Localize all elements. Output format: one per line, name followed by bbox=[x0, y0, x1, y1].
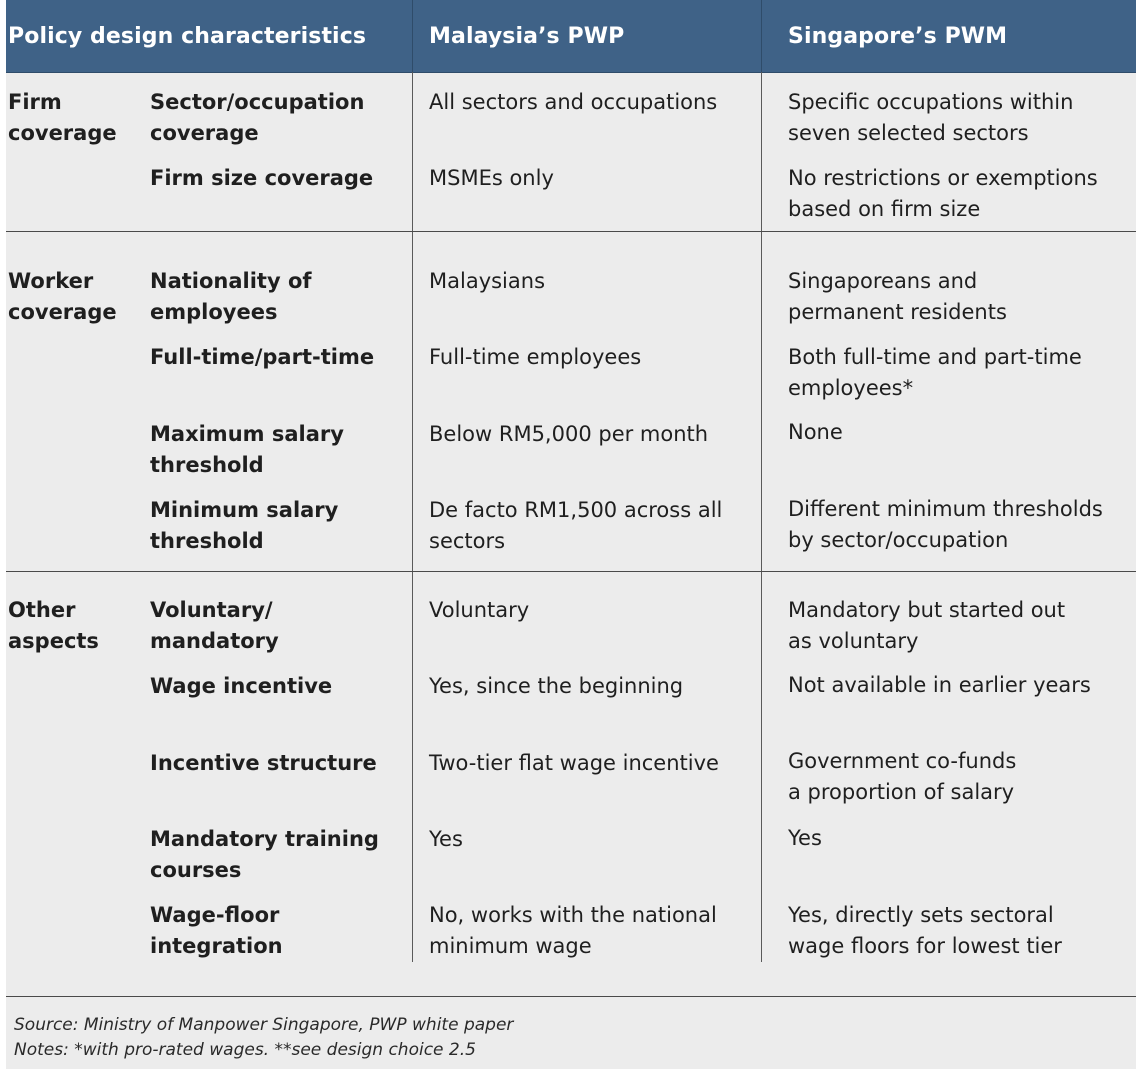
header-singapore-pwm: Singapore’s PWM bbox=[788, 23, 1008, 49]
singapore-nationality: Singaporeans and permanent residents bbox=[788, 269, 1007, 324]
group-label-worker-coverage: Worker coverage bbox=[8, 269, 117, 324]
malaysia-nationality: Malaysians bbox=[429, 269, 546, 293]
malaysia-training-courses: Yes bbox=[429, 827, 463, 851]
group-divider-2 bbox=[6, 571, 1136, 572]
feature-nationality: Nationality of employees bbox=[150, 269, 312, 324]
feature-voluntary-mandatory: Voluntary/ mandatory bbox=[150, 598, 279, 653]
singapore-incentive-structure: Government co-funds a proportion of salary bbox=[788, 749, 1017, 804]
feature-training-courses: Mandatory training courses bbox=[150, 827, 379, 882]
malaysia-max-salary: Below RM5,000 per month bbox=[429, 422, 709, 446]
malaysia-firm-size: MSMEs only bbox=[429, 166, 554, 190]
header-policy-characteristics: Policy design characteristics bbox=[8, 23, 367, 49]
singapore-firm-size: No restrictions or exemptions based on firm size bbox=[788, 166, 1098, 221]
group-label-firm-coverage: Firm coverage bbox=[8, 90, 117, 145]
singapore-max-salary: None bbox=[788, 420, 843, 444]
column-divider-2 bbox=[761, 72, 762, 962]
malaysia-min-salary: De facto RM1,500 across all sectors bbox=[429, 498, 723, 553]
singapore-full-part-time: Both full-time and part-time employees* bbox=[788, 345, 1082, 400]
header-divider-2 bbox=[761, 0, 762, 72]
table-header bbox=[6, 0, 1136, 73]
singapore-wage-incentive: Not available in earlier years bbox=[788, 673, 1091, 697]
feature-wage-incentive: Wage incentive bbox=[150, 674, 333, 698]
malaysia-incentive-structure: Two-tier flat wage incentive bbox=[429, 751, 719, 775]
singapore-voluntary-mandatory: Mandatory but started out as voluntary bbox=[788, 598, 1066, 653]
policy-comparison-table bbox=[6, 0, 1136, 1069]
malaysia-wage-floor: No, works with the national minimum wage bbox=[429, 903, 717, 958]
malaysia-full-part-time: Full-time employees bbox=[429, 345, 642, 369]
group-divider-1 bbox=[6, 231, 1136, 232]
footer-divider bbox=[6, 996, 1136, 997]
singapore-sector-occupation: Specific occupations within seven selected sectors bbox=[788, 90, 1074, 145]
feature-full-part-time: Full-time/part-time bbox=[150, 345, 375, 369]
group-label-other-aspects: Other aspects bbox=[8, 598, 99, 653]
column-divider-1 bbox=[412, 72, 413, 962]
feature-max-salary: Maximum salary threshold bbox=[150, 422, 344, 477]
header-malaysia-pwp: Malaysia’s PWP bbox=[429, 23, 625, 49]
feature-firm-size: Firm size coverage bbox=[150, 166, 374, 190]
malaysia-voluntary-mandatory: Voluntary bbox=[429, 598, 530, 622]
singapore-min-salary: Different minimum thresholds by sector/occupation bbox=[788, 497, 1103, 552]
header-divider-1 bbox=[412, 0, 413, 72]
feature-min-salary: Minimum salary threshold bbox=[150, 498, 339, 553]
notes: Notes: *with pro-rated wages. **see design choice 2.5 bbox=[14, 1040, 476, 1060]
source-note: Source: Ministry of Manpower Singapore, PWP white paper bbox=[14, 1015, 514, 1035]
singapore-wage-floor: Yes, directly sets sectoral wage floors for lowest tier bbox=[788, 903, 1062, 958]
malaysia-sector-occupation: All sectors and occupations bbox=[429, 90, 718, 114]
feature-sector-occupation: Sector/occupation coverage bbox=[150, 90, 365, 145]
malaysia-wage-incentive: Yes, since the beginning bbox=[429, 674, 684, 698]
feature-wage-floor: Wage-floor integration bbox=[150, 903, 283, 958]
feature-incentive-structure: Incentive structure bbox=[150, 751, 377, 775]
singapore-training-courses: Yes bbox=[788, 826, 822, 850]
